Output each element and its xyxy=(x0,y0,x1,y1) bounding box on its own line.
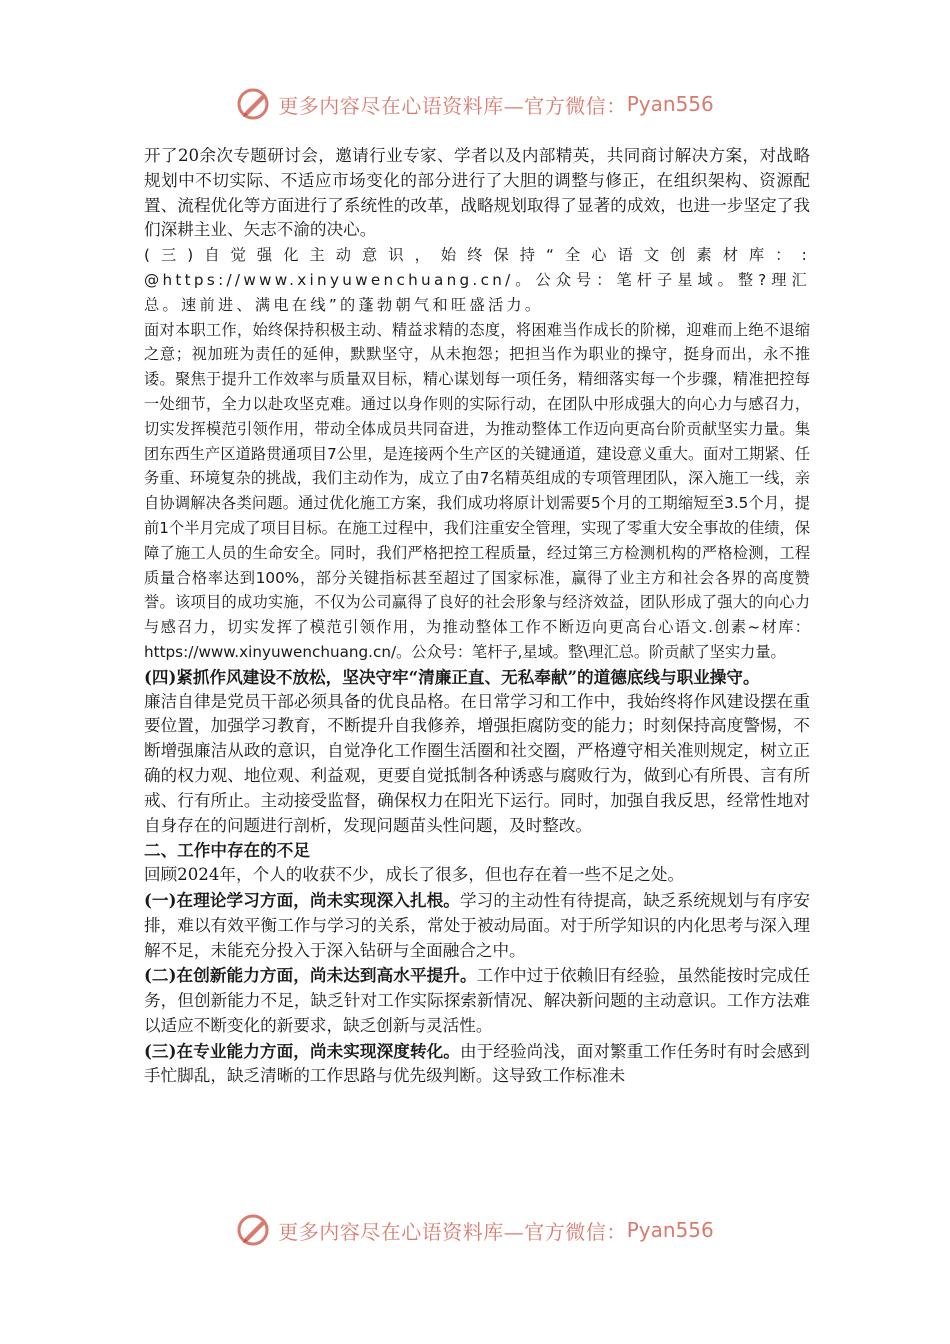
banner-wechat-id: Pyan556 xyxy=(626,92,714,116)
paragraph: 廉洁自律是党员干部必须具备的优良品格。在日常学习和工作中，我始终将作风建设摆在重要位置，加强学习教育，不断提升自我修养，增强拒腐防变的能力；时刻保持高度警惕，不断增强廉洁从政的意识，自觉净化工作圈生活圈和社交圈，严格遵守相关准则规定，树立正确的权力观、地位观、利益观，更要自觉抵制各种诱惑与腐败行为，做到心有所畏、言有所戒、行有所止。主动接受监督，确保权力在阳光下运行。同时，加强自我反思，经常性地对自身存在的问题进行剖析，发现问题苗头性问题，及时整改。 xyxy=(144,691,810,835)
paragraph: 开了20余次专题研讨会，邀请行业专家、学者以及内部精英，共同商讨解决方案，对战略规划中不切实际、不适应市场变化的部分进行了大胆的调整与修正，在组织架构、资源配置、流程优化等方面进行了系统性的改革，战略规划取得了显著的成效，也进一步坚定了我们深耕主业、矢志不渝的决心。 xyxy=(144,146,810,240)
pen-logo-icon xyxy=(236,1212,272,1248)
banner-text: 更多内容尽在心语资料库—官方微信： xyxy=(278,93,627,118)
paragraph: 回顾2024年，个人的收获不少，成长了很多，但也存在着一些不足之处。 xyxy=(144,865,685,885)
document-body xyxy=(144,144,810,1089)
subsection-text: 工作中过于依赖旧有经验，虽然能按时完成任务，但创新能力不足，缺乏针对工作实际探索新情况、解决新问题的主动意识。工作方法难以适应不断变化的新要求，缺乏创新与灵活性。 xyxy=(144,966,811,1035)
header-banner xyxy=(0,82,950,126)
banner-wechat-id: Pyan556 xyxy=(626,1218,714,1242)
subheading-3: (三)自觉强化主动意识，始终保持“全心语文创素材库：: @https://www.xinyuwenchuang.cn/。公众号：笔杆子星域。整?理汇总。速前进、满电在线”的蓬勃朝气和旺盛活力。 xyxy=(144,246,810,314)
banner-text: 更多内容尽在心语资料库—官方微信： xyxy=(278,1219,627,1244)
subsection-heading: (二)在创新能力方面，尚未达到高水平提升。 xyxy=(144,965,477,986)
subsection-heading: (一)在理论学习方面，尚未实现深入扎根。 xyxy=(144,889,460,910)
pen-logo-icon xyxy=(236,86,272,122)
section-heading: 二、工作中存在的不足 xyxy=(144,840,310,861)
subsection-heading: (三)在专业能力方面，尚未实现深度转化。 xyxy=(144,1040,460,1061)
footer-banner xyxy=(0,1208,950,1252)
subheading-4: (四)紧抓作风建设不放松，坚决守牢“清廉正直、无私奉献”的道德底线与职业操守。 xyxy=(144,666,760,687)
paragraph xyxy=(144,888,810,963)
paragraph xyxy=(144,1039,810,1090)
paragraph: 面对本职工作，始终保持积极主动、精益求精的态度，将困难当作成长的阶梯，迎难而上绝不退缩之意；视加班为责任的延伸，默默坚守，从未抱怨；把担当作为职业的操守，挺身而出，永不推诿。聚焦于提升工作效率与质量双目标，精心谋划每一项任务，精细落实每一个步骤，精准把控每一处细节，全力以赴攻坚克难。通过以身作则的实际行动，在团队中形成强大的向心力与感召力，切实发挥模范引领作用，带动全体成员共同奋进，为推动整体工作迈向更高台阶贡献坚实力量。集团东西生产区道路贯通项目7公里，是连接两个生产区的关键通道，建设意义重大。面对工期紧、任务重、环境复杂的挑战，我们主动作为，成立了由7名精英组成的专项管理团队，深入施工一线，亲自协调解决各类问题。通过优化施工方案，我们成功将原计划需要5个月的工期缩短至3.5个月，提前1个半月完成了项目目标。在施工过程中，我们注重安全管理，实现了零重大安全事故的佳绩，保障了施工人员的生命安全。同时，我们严格把控工程质量，经过第三方检测机构的严格检测，工程质量合格率达到100%，部分关键指标甚至超过了国家标准，赢得了业主方和社会各界的高度赞誉。该项目的成功实施，不仅为公司赢得了良好的社会形象与经济效益，团队形成了强大的向心力与感召力，切实发挥了模范引领作用，为推动整体工作不断迈向更高台心语文.创素~材库：https://www.xinyuwenchuang.cn/。公众号：笔杆子,星域。整\理汇总。阶贡献了坚实力量。 xyxy=(144,320,810,661)
paragraph xyxy=(144,963,810,1038)
subsection-text: 学习的主动性有待提高，缺乏系统规划与有序安排，难以有效平衡工作与学习的关系，常处于被动局面。对于所学知识的内化思考与深入理解不足，未能充分投入于深入钻研与全面融合之中。 xyxy=(144,890,811,960)
subsection-text: 由于经验尚浅，面对繁重工作任务时有时会感到手忙脚乱，缺乏清晰的工作思路与优先级判断。这导致工作标准未 xyxy=(144,1041,811,1086)
